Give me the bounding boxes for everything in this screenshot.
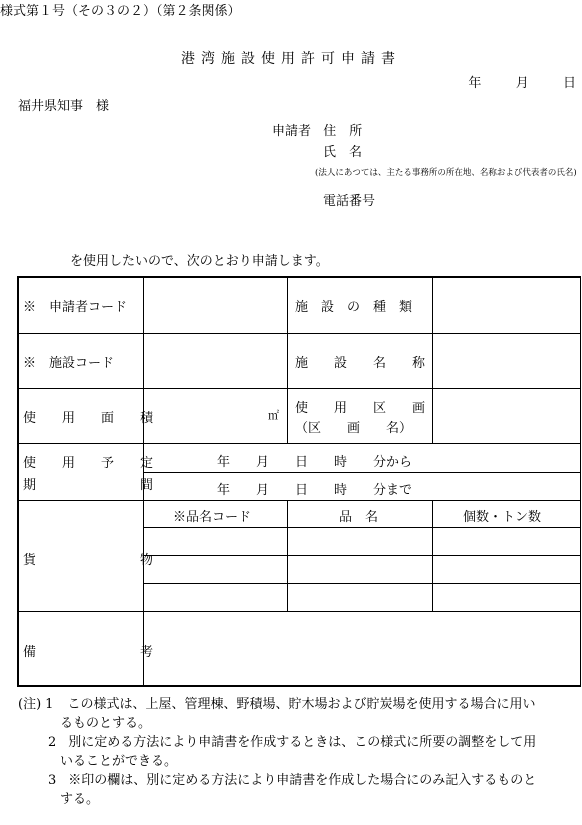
note-3-line2: する。 xyxy=(60,792,100,807)
table-border-right xyxy=(580,276,582,687)
applicant-label: 申請者 xyxy=(272,124,312,139)
document-title: 港湾施設使用許可申請書 xyxy=(181,51,401,67)
cargo-quantity-header: 個数・トン数 xyxy=(463,510,542,525)
remarks-field[interactable] xyxy=(144,612,579,685)
cargo-label: 貨 物 xyxy=(23,553,154,568)
period-label-line1: 使 用 予 定 xyxy=(23,456,154,471)
addressee: 福井県知事 様 xyxy=(18,99,110,114)
notes-section xyxy=(18,695,578,809)
facility-type-label: 施 設 の 種 類 xyxy=(295,300,413,315)
applicant-code-label: ※ 申請者コード xyxy=(23,300,128,315)
usage-section-field[interactable] xyxy=(433,389,579,443)
applicant-address-row xyxy=(272,120,362,139)
table-border-left xyxy=(17,276,19,687)
row-line xyxy=(143,472,581,473)
note-1-line2: るものとする。 xyxy=(60,716,152,731)
applicant-code-field[interactable] xyxy=(144,277,286,332)
section-name-label: （区 画 名） xyxy=(295,421,413,436)
facility-name-field[interactable] xyxy=(433,334,579,388)
note-2-number: 2 xyxy=(48,735,57,750)
area-unit: ㎡ xyxy=(268,409,279,422)
row-line xyxy=(17,443,581,444)
cargo-code-field[interactable] xyxy=(144,528,286,610)
date-year-label: 年 xyxy=(468,76,482,91)
note-3-line1: ※印の欄は、別に定める方法により申請書を作成した場合にのみ記入するものと xyxy=(68,773,537,788)
row-line xyxy=(17,500,581,501)
facility-code-field[interactable] xyxy=(144,334,286,388)
note-2-line2: いることができる。 xyxy=(60,754,178,769)
note-3-number: 3 xyxy=(48,773,57,788)
usage-area-label: 使 用 面 積 xyxy=(23,411,154,426)
note-2-line1: 別に定める方法により申請書を作成するときは、この様式に所要の調整をして用 xyxy=(68,735,537,750)
table-border-bottom xyxy=(17,685,581,687)
facility-code-label: ※ 施設コード xyxy=(23,356,115,371)
note-2 xyxy=(18,733,578,752)
note-1-line1: この様式は、上屋、管理棟、野積場、貯木場および貯炭場を使用する場合に用い xyxy=(67,697,536,712)
cargo-quantity-field[interactable] xyxy=(433,528,579,610)
note-1-number: 1 xyxy=(45,697,54,712)
intro-sentence: を使用したいので、次のとおり申請します。 xyxy=(70,254,329,269)
date-day-label: 日 xyxy=(562,76,576,91)
name-label: 氏 名 xyxy=(323,145,363,160)
period-from[interactable]: 年 月 日 時 分から xyxy=(217,455,413,470)
usage-area-field[interactable] xyxy=(144,389,286,443)
note-1 xyxy=(18,695,578,714)
notes-label: (注) xyxy=(18,697,42,712)
date-line xyxy=(424,72,576,91)
application-table xyxy=(17,276,581,687)
cargo-item-header: 品 名 xyxy=(339,510,379,525)
remarks-label: 備 考 xyxy=(23,645,154,660)
col-line xyxy=(287,276,288,443)
facility-type-field[interactable] xyxy=(433,277,579,332)
form-number: 様式第１号（その３の２）（第２条関係） xyxy=(0,4,241,19)
usage-section-label: 使 用 区 画 xyxy=(295,401,426,416)
period-to[interactable]: 年 月 日 時 分まで xyxy=(217,483,413,498)
note-1-cont xyxy=(18,714,578,733)
note-3 xyxy=(18,771,578,790)
note-2-cont xyxy=(18,752,578,771)
corporation-note: (法人にあつては、主たる事務所の所在地、名称および代表者の氏名) xyxy=(315,168,577,178)
date-month-label: 月 xyxy=(515,76,529,91)
cargo-code-header: ※品名コード xyxy=(173,510,252,525)
period-label-line2: 期 間 xyxy=(23,478,154,493)
cargo-item-field[interactable] xyxy=(288,528,431,610)
note-3-cont xyxy=(18,790,578,809)
address-label: 住 所 xyxy=(323,124,363,139)
phone-label: 電話番号 xyxy=(323,194,376,209)
facility-name-label: 施 設 名 称 xyxy=(295,356,426,371)
